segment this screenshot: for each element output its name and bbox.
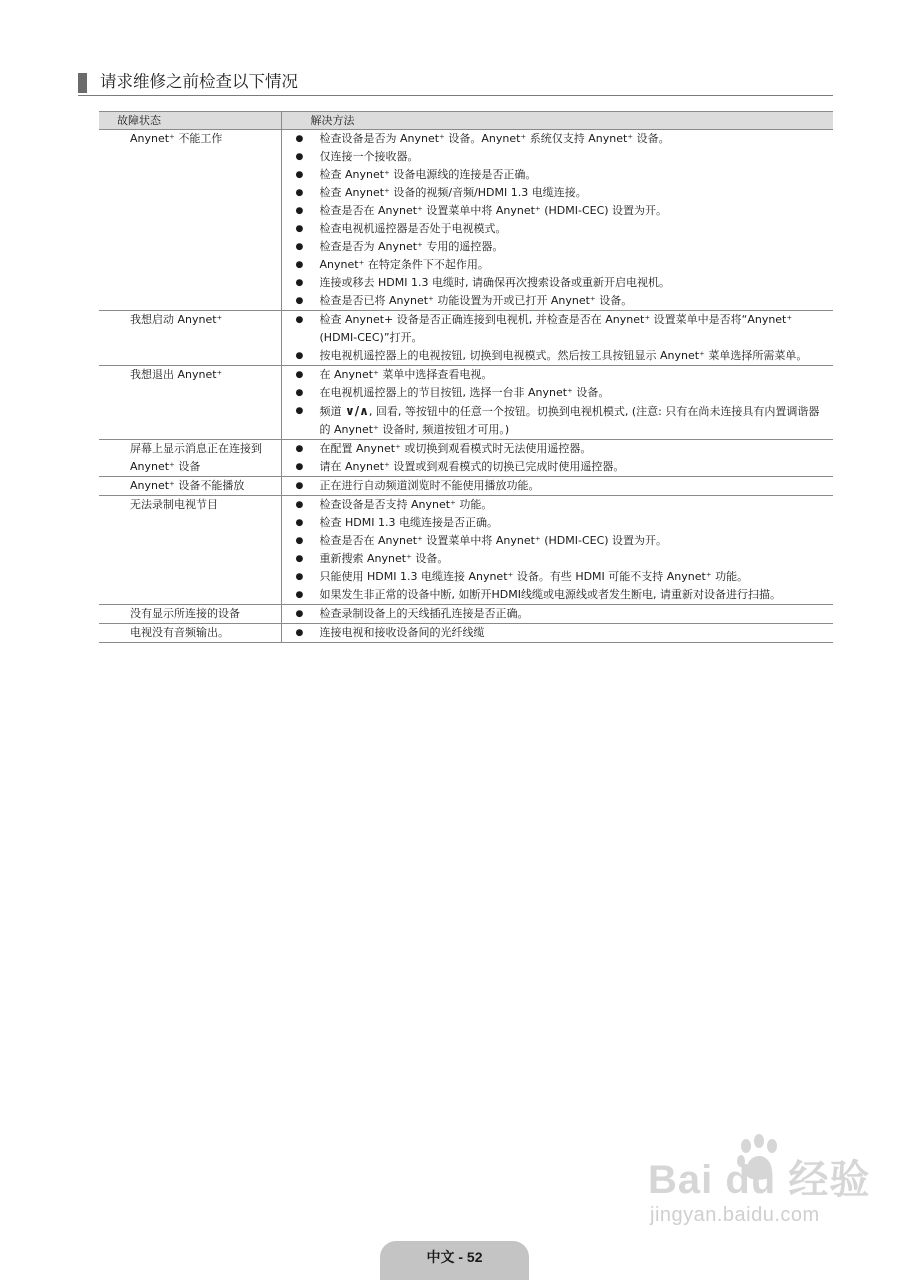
list-item: ● 检查设备是否为 Anynet⁺ 设备。Anynet⁺ 系统仅支持 Anynet⁺ 设备。 (296, 130, 826, 148)
table-row (99, 366, 833, 440)
channel-prefix: 频道 (319, 405, 342, 418)
channel-updown-icon: ∨/∧ (345, 404, 369, 418)
solution-cell (281, 440, 833, 477)
list-item: ● 检查 HDMI 1.3 电缆连接是否正确。 (296, 514, 826, 532)
page-number-tab: 中文 - 52 (380, 1241, 529, 1280)
solution-cell (281, 366, 833, 440)
list-item: ● 在配置 Anynet⁺ 或切换到观看模式时无法使用遥控器。 (296, 440, 826, 458)
page-title: 请求维修之前检查以下情况 (100, 72, 298, 91)
list-item: ● 检查 Anynet+ 设备是否正确连接到电视机, 并检查是否在 Anynet⁺ 设置菜单中是否将“Anynet⁺ (HDMI-CEC)”打开。 (296, 311, 826, 347)
list-item: ● 检查 Anynet⁺ 设备电源线的连接是否正确。 (296, 166, 826, 184)
list-item: ● 检查是否为 Anynet⁺ 专用的遥控器。 (296, 238, 826, 256)
column-header-fault: 故障状态 (99, 112, 281, 130)
list-item: ● 仅连接一个接收器。 (296, 148, 826, 166)
troubleshooting-table (99, 111, 833, 643)
list-item: ● 正在进行自动频道浏览时不能使用播放功能。 (296, 477, 826, 495)
fault-cell: 无法录制电视节目 (99, 496, 281, 605)
solution-cell (281, 477, 833, 496)
table-row (99, 477, 833, 496)
column-header-solution: 解决方法 (281, 112, 833, 130)
list-item: ● 检查是否在 Anynet⁺ 设置菜单中将 Anynet⁺ (HDMI-CEC) 设置为开。 (296, 532, 826, 550)
fault-cell: Anynet⁺ 不能工作 (99, 130, 281, 311)
list-item: ● 如果发生非正常的设备中断, 如断开HDMI线缆或电源线或者发生断电, 请重新对设备进行扫描。 (296, 586, 826, 604)
list-item: ● 检查电视机遥控器是否处于电视模式。 (296, 220, 826, 238)
fault-cell: 没有显示所连接的设备 (99, 605, 281, 624)
list-item: ● 连接电视和接收设备间的光纤线缆 (296, 624, 826, 642)
list-item: ● 检查是否在 Anynet⁺ 设置菜单中将 Anynet⁺ (HDMI-CEC) 设置为开。 (296, 202, 826, 220)
list-item: ● 按电视机遥控器上的电视按钮, 切换到电视模式。然后按工具按钮显示 Anynet⁺ 菜单选择所需菜单。 (296, 347, 826, 365)
list-item: ● 检查是否已将 Anynet⁺ 功能设置为开或已打开 Anynet⁺ 设备。 (296, 292, 826, 310)
solution-cell (281, 605, 833, 624)
channel-item-text: , 回看, 等按钮中的任意一个按钮。切换到电视机模式, (注意: 只有在尚未连接具有内置调谐器的 Anynet⁺ 设备时, 频道按钮才可用。) (319, 405, 820, 436)
watermark-url: jingyan.baidu.com (650, 1204, 820, 1226)
table-row (99, 440, 833, 477)
baidu-jingyan-watermark (640, 1130, 880, 1250)
fault-cell: Anynet⁺ 设备不能播放 (99, 477, 281, 496)
fault-cell: 屏幕上显示消息正在连接到 Anynet⁺ 设备 (99, 440, 281, 477)
fault-cell: 我想退出 Anynet⁺ (99, 366, 281, 440)
list-item: ● Anynet⁺ 在特定条件下不起作用。 (296, 256, 826, 274)
heading-marker-bar (78, 73, 87, 93)
table-row (99, 130, 833, 311)
page-heading (78, 71, 833, 96)
list-item: ● 连接或移去 HDMI 1.3 电缆时, 请确保再次搜索设备或重新开启电视机。 (296, 274, 826, 292)
table-row (99, 605, 833, 624)
list-item: ● 在 Anynet⁺ 菜单中选择查看电视。 (296, 366, 826, 384)
table-row (99, 311, 833, 366)
list-item: ● 在电视机遥控器上的节目按钮, 选择一台非 Anynet⁺ 设备。 (296, 384, 826, 402)
table-row (99, 624, 833, 643)
list-item: ● 检查 Anynet⁺ 设备的视频/音频/HDMI 1.3 电缆连接。 (296, 184, 826, 202)
solution-cell (281, 624, 833, 643)
solution-cell (281, 496, 833, 605)
fault-cell: 电视没有音频输出。 (99, 624, 281, 643)
fault-cell: 我想启动 Anynet⁺ (99, 311, 281, 366)
list-item: ● 请在 Anynet⁺ 设置或到观看模式的切换已完成时使用遥控器。 (296, 458, 826, 476)
list-item: ● 只能使用 HDMI 1.3 电缆连接 Anynet⁺ 设备。有些 HDMI 可能不支持 Anynet⁺ 功能。 (296, 568, 826, 586)
solution-cell (281, 311, 833, 366)
list-item: ● 重新搜索 Anynet⁺ 设备。 (296, 550, 826, 568)
solution-cell (281, 130, 833, 311)
list-item: ● 检查设备是否支持 Anynet⁺ 功能。 (296, 496, 826, 514)
list-item: ● 检查录制设备上的天线插孔连接是否正确。 (296, 605, 826, 623)
table-header-row (99, 112, 833, 130)
list-item-channel (296, 402, 826, 439)
watermark-logo-text: Bai du 经验 (648, 1158, 871, 1202)
table-row (99, 496, 833, 605)
